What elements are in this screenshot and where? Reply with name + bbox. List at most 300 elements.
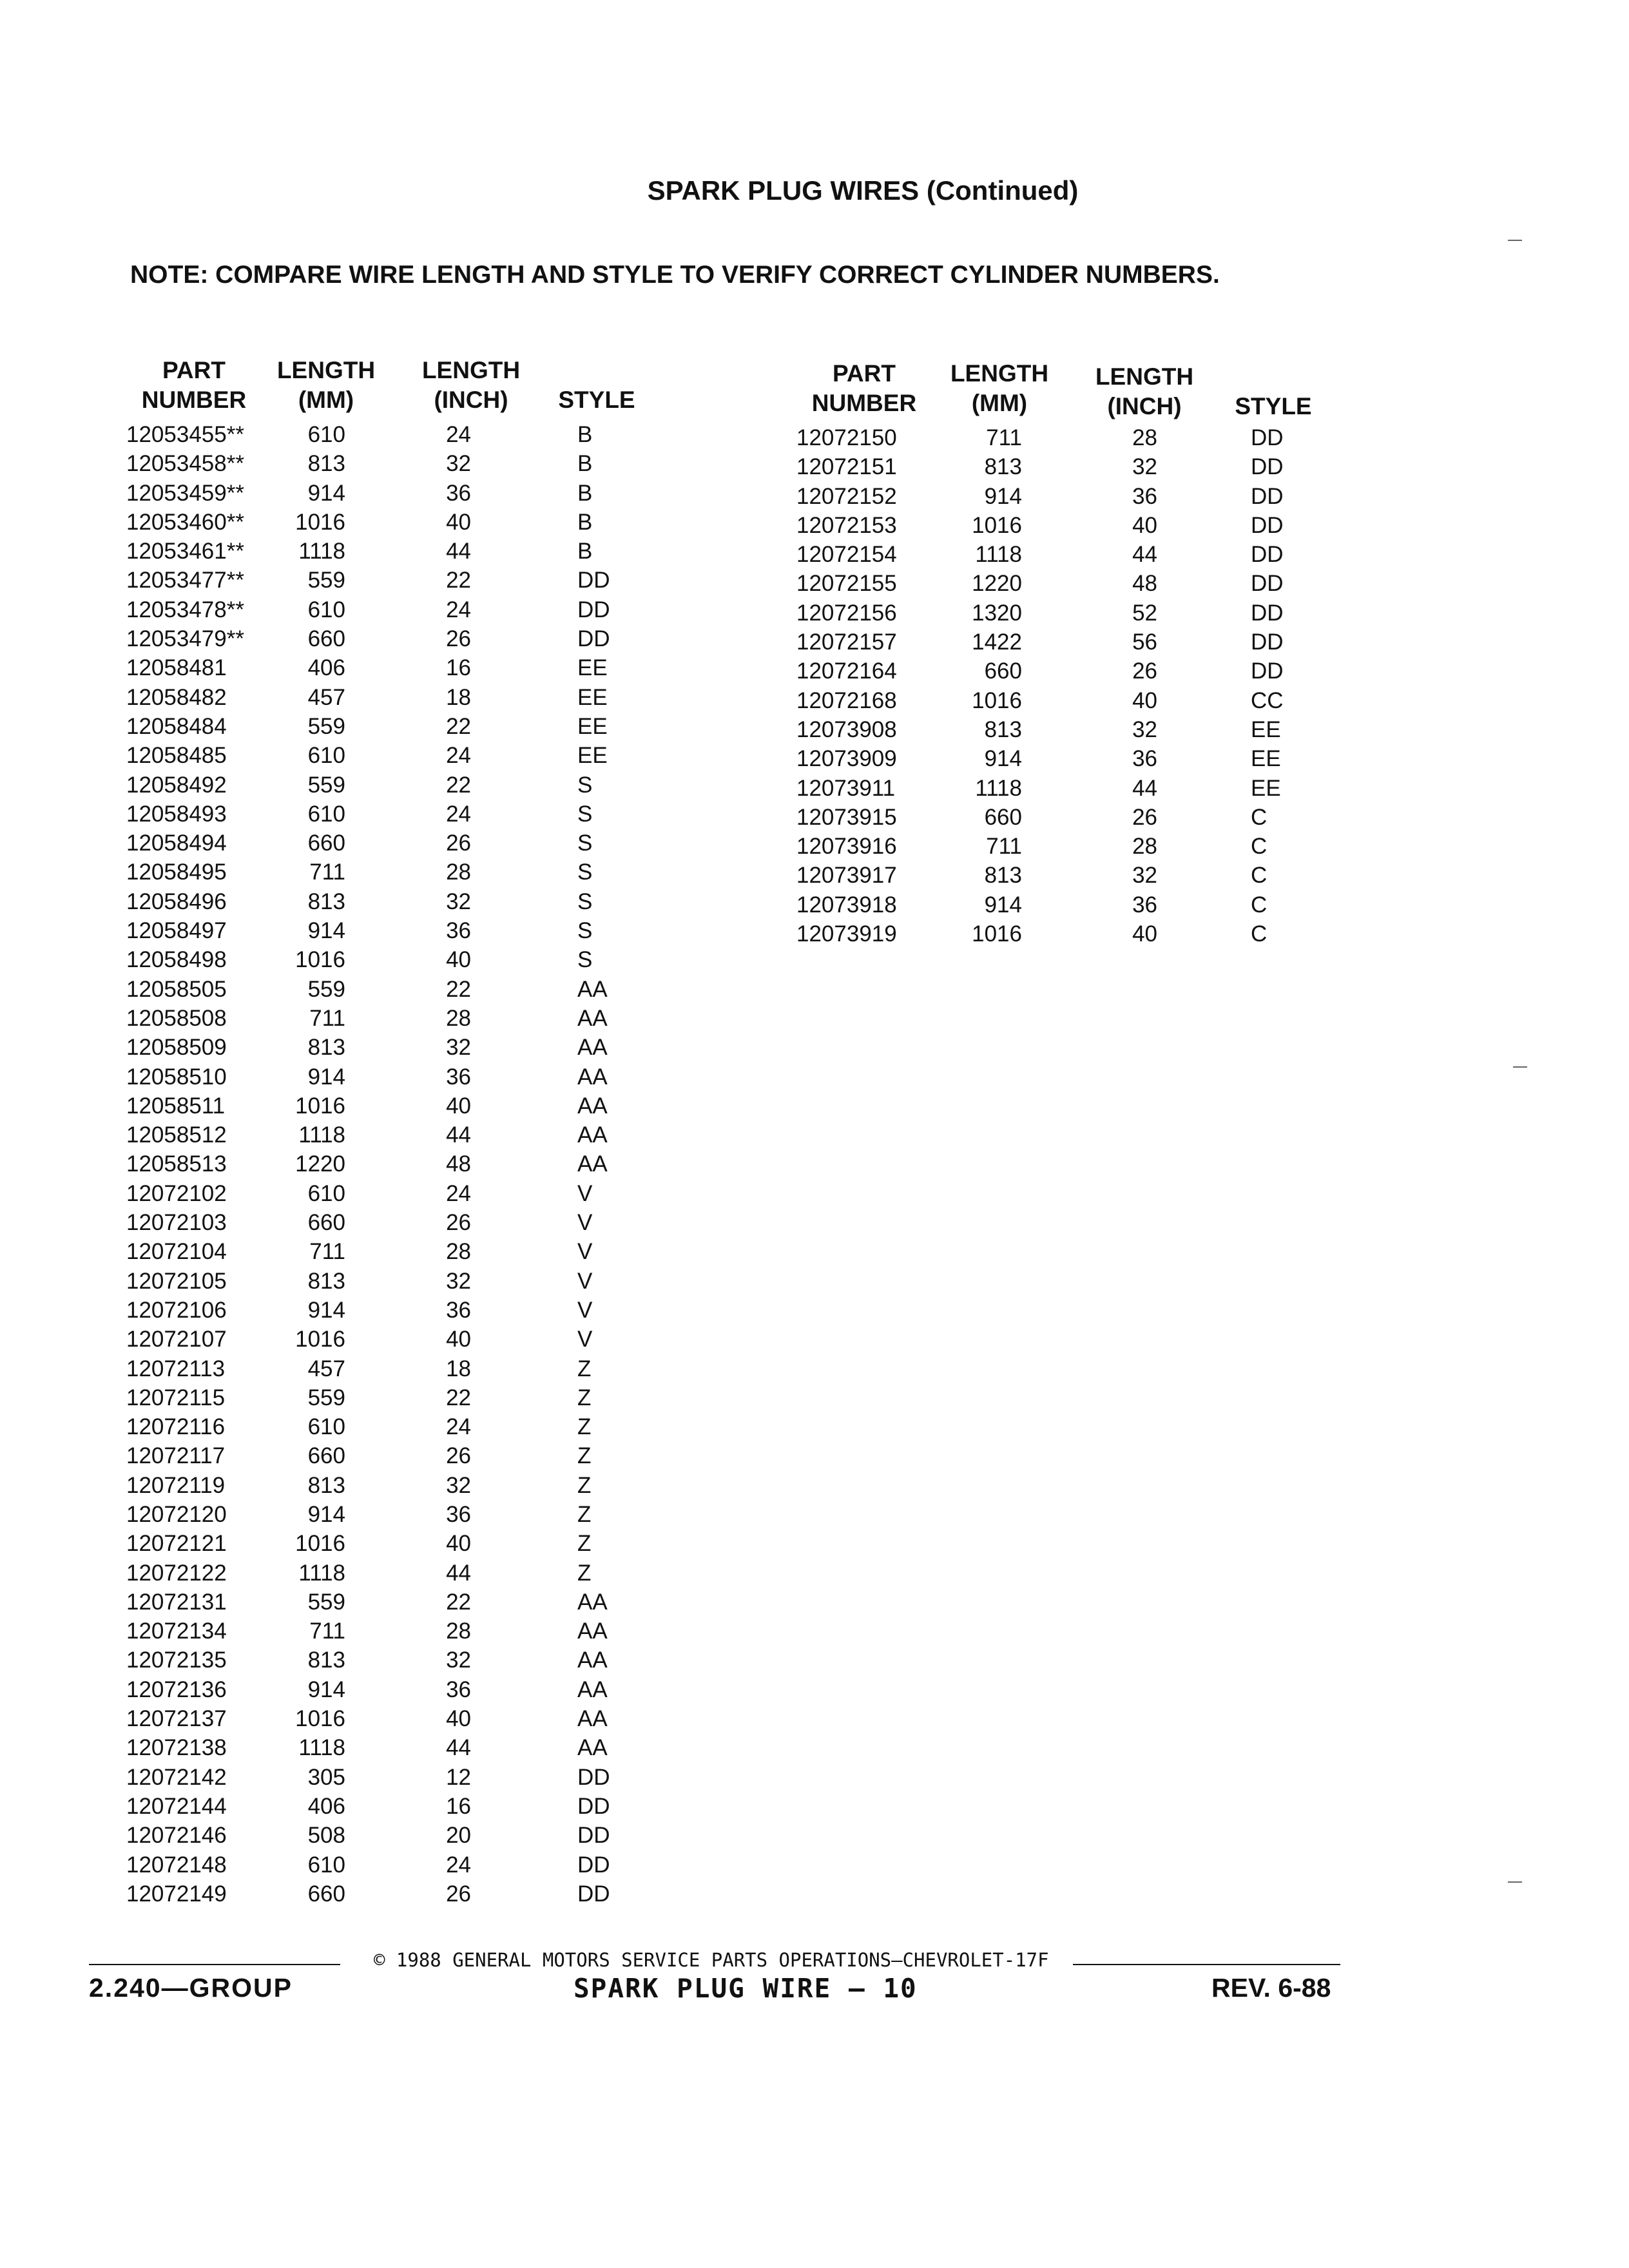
table-row: [126, 1821, 661, 1850]
part-number-cell: 12073916: [796, 834, 897, 860]
length-mm-cell: 559: [307, 1589, 345, 1615]
part-number-cell: 12058497: [126, 918, 227, 944]
part-number-cell: 12058513: [126, 1151, 227, 1177]
table-row: [126, 1646, 661, 1675]
footer-rule-left: [89, 1964, 340, 1965]
part-number-cell: 12072119: [126, 1472, 226, 1498]
part-number-cell: 12073917: [796, 863, 897, 889]
part-number-cell: 12072136: [126, 1677, 227, 1702]
part-number-cell: 12058484: [126, 713, 227, 739]
length-inch-cell: 44: [446, 539, 471, 564]
length-mm-cell: 1118: [298, 539, 345, 564]
part-number-cell: 12058493: [126, 801, 227, 827]
part-number-cell: 12058498: [126, 947, 227, 973]
table-row: [126, 1208, 661, 1237]
part-number-cell: 12072116: [126, 1414, 226, 1440]
length-mm-cell: 1118: [298, 1735, 345, 1761]
length-mm-cell: 1016: [295, 509, 345, 535]
part-number-cell: 12072164: [796, 658, 897, 684]
table-row: [126, 858, 661, 887]
table-header: [126, 356, 661, 420]
length-inch-cell: 22: [446, 976, 471, 1002]
header-inch-line1: LENGTH: [421, 357, 521, 383]
part-number-cell: 12072153: [796, 512, 897, 538]
table-row: [126, 595, 661, 624]
length-inch-cell: 28: [446, 1619, 471, 1644]
length-mm-cell: 914: [307, 1677, 345, 1702]
style-cell: S: [577, 772, 593, 798]
part-number-cell: 12053458**: [126, 451, 244, 477]
length-mm-cell: 610: [307, 1180, 345, 1206]
margin-tick: [1508, 240, 1522, 241]
part-number-cell: 12073909: [796, 746, 897, 772]
part-number-cell: 12072155: [796, 571, 897, 597]
length-inch-cell: 28: [1132, 425, 1157, 450]
part-number-cell: 12053459**: [126, 480, 244, 506]
table-row: [126, 829, 661, 858]
length-inch-cell: 44: [446, 1122, 471, 1148]
table-body: [796, 423, 1331, 948]
part-number-cell: 12058511: [126, 1093, 226, 1119]
margin-tick: [1513, 1066, 1527, 1068]
length-inch-cell: 36: [1132, 892, 1157, 918]
part-number-cell: 12072106: [126, 1297, 227, 1323]
table-row: [126, 1296, 661, 1325]
length-inch-cell: 12: [446, 1764, 471, 1790]
header-part-line1: PART: [162, 357, 226, 383]
length-mm-cell: 1320: [972, 600, 1022, 626]
length-mm-cell: 305: [307, 1764, 345, 1790]
style-cell: DD: [1251, 425, 1284, 450]
table-body: [126, 420, 661, 1908]
part-number-cell: 12073911: [796, 775, 896, 801]
length-inch-cell: 36: [446, 918, 471, 944]
length-inch-cell: 24: [446, 1414, 471, 1440]
length-inch-cell: 32: [1132, 863, 1157, 889]
part-number-cell: 12053461**: [126, 539, 244, 564]
table-row: [126, 1733, 661, 1762]
part-number-cell: 12053479**: [126, 626, 244, 652]
part-number-cell: 12072122: [126, 1560, 227, 1586]
length-mm-cell: 813: [984, 863, 1022, 889]
margin-tick: [1508, 1881, 1522, 1883]
length-inch-cell: 40: [446, 1093, 471, 1119]
length-inch-cell: 18: [446, 1356, 471, 1381]
part-number-cell: 12072142: [126, 1764, 227, 1790]
length-inch-cell: 28: [1132, 834, 1157, 860]
part-number-cell: 12072152: [796, 483, 897, 509]
style-cell: C: [1251, 804, 1268, 830]
length-mm-cell: 610: [307, 1852, 345, 1878]
length-inch-cell: 24: [446, 422, 471, 447]
header-part-line1: PART: [833, 360, 896, 387]
length-inch-cell: 28: [446, 1239, 471, 1265]
length-inch-cell: 32: [446, 889, 471, 914]
style-cell: DD: [577, 1793, 610, 1819]
part-number-cell: 12072156: [796, 600, 897, 626]
length-mm-cell: 406: [307, 655, 345, 681]
part-number-cell: 12072149: [126, 1881, 227, 1907]
table-row: [126, 1850, 661, 1879]
part-number-cell: 12072154: [796, 542, 897, 568]
part-number-cell: 12072104: [126, 1239, 227, 1265]
length-inch-cell: 16: [446, 1793, 471, 1819]
length-inch-cell: 22: [446, 772, 471, 798]
header-part: [126, 356, 262, 415]
style-cell: V: [577, 1239, 593, 1265]
table-row: [126, 508, 661, 537]
length-inch-cell: 52: [1132, 600, 1157, 626]
length-inch-cell: 32: [1132, 454, 1157, 480]
table-row: [126, 479, 661, 508]
length-mm-cell: 914: [307, 1064, 345, 1090]
length-inch-cell: 44: [1132, 542, 1157, 568]
length-inch-cell: 36: [446, 1297, 471, 1323]
table-row: [796, 803, 1331, 832]
length-inch-cell: 22: [446, 1589, 471, 1615]
table-row: [126, 1237, 661, 1266]
length-inch-cell: 20: [446, 1823, 471, 1849]
style-cell: DD: [577, 1764, 610, 1790]
table-row: [126, 916, 661, 945]
length-inch-cell: 28: [446, 1005, 471, 1031]
style-cell: V: [577, 1327, 593, 1352]
style-cell: AA: [577, 1619, 608, 1644]
part-number-cell: 12053455**: [126, 422, 244, 447]
style-cell: DD: [577, 568, 610, 593]
table-row: [126, 741, 661, 770]
length-inch-cell: 16: [446, 655, 471, 681]
style-cell: C: [1251, 892, 1268, 918]
style-cell: V: [577, 1297, 593, 1323]
table-row: [126, 1588, 661, 1617]
length-mm-cell: 1220: [972, 571, 1022, 597]
length-mm-cell: 508: [307, 1823, 345, 1849]
table-row: [796, 423, 1331, 452]
part-number-cell: 12058496: [126, 889, 227, 914]
header-inch: [1083, 362, 1206, 421]
table-row: [126, 1441, 661, 1470]
table-row: [796, 744, 1331, 773]
length-mm-cell: 711: [986, 425, 1022, 450]
length-inch-cell: 40: [446, 947, 471, 973]
style-cell: EE: [577, 655, 608, 681]
style-cell: Z: [577, 1501, 592, 1527]
part-number-cell: 12072150: [796, 425, 897, 450]
length-mm-cell: 1016: [295, 1706, 345, 1732]
style-cell: DD: [1251, 454, 1284, 480]
table-row: [796, 452, 1331, 481]
length-inch-cell: 24: [446, 801, 471, 827]
footer-group: 2.240—GROUP: [89, 1973, 293, 2003]
length-mm-cell: 914: [984, 892, 1022, 918]
length-inch-cell: 22: [446, 568, 471, 593]
part-number-cell: 12072138: [126, 1735, 227, 1761]
length-mm-cell: 406: [307, 1793, 345, 1819]
length-mm-cell: 660: [307, 1881, 345, 1907]
style-cell: S: [577, 947, 593, 973]
length-inch-cell: 36: [446, 1677, 471, 1702]
length-mm-cell: 1016: [295, 1327, 345, 1352]
table-row: [126, 1559, 661, 1588]
table-row: [126, 1091, 661, 1120]
style-cell: Z: [577, 1385, 592, 1410]
style-cell: DD: [1251, 483, 1284, 509]
header-style: [1222, 392, 1325, 421]
length-inch-cell: 36: [1132, 746, 1157, 772]
table-row: [126, 1763, 661, 1792]
length-mm-cell: 457: [307, 1356, 345, 1381]
part-number-cell: 12072121: [126, 1531, 227, 1557]
part-number-cell: 12058492: [126, 772, 227, 798]
length-mm-cell: 1016: [972, 687, 1022, 713]
part-number-cell: 12058485: [126, 743, 227, 769]
part-number-cell: 12072117: [126, 1443, 226, 1469]
part-number-cell: 12058505: [126, 976, 227, 1002]
length-inch-cell: 44: [446, 1560, 471, 1586]
part-number-cell: 12072102: [126, 1180, 227, 1206]
part-number-cell: 12072146: [126, 1823, 227, 1849]
part-number-cell: 12072113: [126, 1356, 226, 1381]
part-number-cell: 12053478**: [126, 597, 244, 622]
length-mm-cell: 1016: [295, 947, 345, 973]
length-mm-cell: 660: [307, 1210, 345, 1236]
length-mm-cell: 914: [984, 483, 1022, 509]
style-cell: B: [577, 451, 593, 477]
length-mm-cell: 914: [984, 746, 1022, 772]
length-inch-cell: 32: [1132, 716, 1157, 742]
length-mm-cell: 813: [307, 1268, 345, 1294]
part-number-cell: 12058512: [126, 1122, 227, 1148]
part-number-cell: 12073918: [796, 892, 897, 918]
header-part: [796, 359, 932, 418]
table-row: [796, 715, 1331, 744]
style-cell: S: [577, 831, 593, 856]
length-inch-cell: 28: [446, 860, 471, 885]
footer-revision: REV. 6-88: [1211, 1973, 1331, 2003]
part-number-cell: 12058508: [126, 1005, 227, 1031]
length-mm-cell: 1016: [972, 921, 1022, 947]
style-cell: DD: [1251, 512, 1284, 538]
length-inch-cell: 26: [446, 626, 471, 652]
length-inch-cell: 40: [446, 1706, 471, 1732]
part-number-cell: 12072131: [126, 1589, 227, 1615]
length-inch-cell: 40: [1132, 512, 1157, 538]
length-inch-cell: 32: [446, 1648, 471, 1673]
style-cell: AA: [577, 1648, 608, 1673]
table-row: [126, 1617, 661, 1646]
header-style-label: STYLE: [1235, 393, 1312, 419]
length-mm-cell: 1118: [298, 1122, 345, 1148]
table-row: [126, 1675, 661, 1704]
length-mm-cell: 813: [307, 451, 345, 477]
part-number-cell: 12072134: [126, 1619, 227, 1644]
table-row: [126, 449, 661, 478]
header-part-line2: NUMBER: [811, 390, 917, 416]
part-number-cell: 12073919: [796, 921, 897, 947]
style-cell: AA: [577, 1151, 608, 1177]
part-number-cell: 12072135: [126, 1648, 227, 1673]
table-row: [126, 800, 661, 829]
length-inch-cell: 32: [446, 1035, 471, 1061]
part-number-cell: 12072103: [126, 1210, 227, 1236]
style-cell: EE: [577, 684, 608, 710]
table-row: [126, 1179, 661, 1208]
table-row: [126, 1792, 661, 1821]
part-number-cell: 12072151: [796, 454, 897, 480]
style-cell: AA: [577, 1706, 608, 1732]
length-mm-cell: 559: [307, 976, 345, 1002]
length-inch-cell: 40: [446, 1531, 471, 1557]
length-mm-cell: 914: [307, 918, 345, 944]
part-number-cell: 12072168: [796, 687, 897, 713]
length-inch-cell: 24: [446, 597, 471, 622]
style-cell: DD: [577, 597, 610, 622]
table-row: [126, 566, 661, 595]
length-mm-cell: 1118: [298, 1560, 345, 1586]
length-inch-cell: 56: [1132, 629, 1157, 655]
length-mm-cell: 813: [307, 889, 345, 914]
part-number-cell: 12072115: [126, 1385, 226, 1410]
parts-table-left: [126, 356, 661, 1908]
style-cell: AA: [577, 1035, 608, 1061]
style-cell: S: [577, 860, 593, 885]
length-inch-cell: 40: [1132, 687, 1157, 713]
style-cell: Z: [577, 1356, 592, 1381]
length-mm-cell: 813: [984, 716, 1022, 742]
length-mm-cell: 1016: [295, 1531, 345, 1557]
length-mm-cell: 559: [307, 568, 345, 593]
table-row: [126, 1471, 661, 1500]
header-mm-line1: LENGTH: [950, 360, 1049, 387]
length-mm-cell: 914: [307, 480, 345, 506]
style-cell: EE: [1251, 716, 1281, 742]
length-mm-cell: 711: [309, 1619, 345, 1644]
part-number-cell: 12058482: [126, 684, 227, 710]
length-mm-cell: 660: [307, 626, 345, 652]
length-inch-cell: 26: [446, 1210, 471, 1236]
table-row: [126, 1704, 661, 1733]
length-inch-cell: 36: [446, 480, 471, 506]
part-number-cell: 12058509: [126, 1035, 227, 1061]
table-header: [796, 359, 1331, 423]
table-row: [126, 712, 661, 741]
length-mm-cell: 559: [307, 713, 345, 739]
parts-table-right: [796, 359, 1331, 948]
length-mm-cell: 813: [307, 1035, 345, 1061]
length-inch-cell: 40: [446, 1327, 471, 1352]
style-cell: Z: [577, 1531, 592, 1557]
length-mm-cell: 610: [307, 422, 345, 447]
part-number-cell: 12058481: [126, 655, 227, 681]
length-inch-cell: 18: [446, 684, 471, 710]
style-cell: Z: [577, 1414, 592, 1440]
footer-rule-right: [1073, 1964, 1340, 1965]
page-title: SPARK PLUG WIRES (Continued): [647, 175, 1079, 206]
length-inch-cell: 44: [1132, 775, 1157, 801]
length-mm-cell: 711: [309, 1239, 345, 1265]
part-number-cell: 12053477**: [126, 568, 244, 593]
style-cell: DD: [1251, 658, 1284, 684]
table-row: [796, 774, 1331, 803]
header-style: [545, 385, 648, 415]
style-cell: DD: [577, 1852, 610, 1878]
table-row: [126, 537, 661, 566]
table-row: [126, 1383, 661, 1412]
table-row: [126, 1412, 661, 1441]
header-mm-line2: (MM): [298, 387, 354, 413]
style-cell: EE: [1251, 775, 1281, 801]
length-mm-cell: 610: [307, 1414, 345, 1440]
table-row: [796, 919, 1331, 948]
length-inch-cell: 48: [446, 1151, 471, 1177]
length-mm-cell: 660: [307, 831, 345, 856]
table-row: [126, 1267, 661, 1296]
style-cell: DD: [1251, 629, 1284, 655]
table-row: [796, 861, 1331, 890]
length-mm-cell: 1118: [975, 775, 1022, 801]
length-mm-cell: 1422: [972, 629, 1022, 655]
style-cell: S: [577, 918, 593, 944]
table-row: [126, 887, 661, 916]
part-number-cell: 12072148: [126, 1852, 227, 1878]
table-row: [126, 1004, 661, 1033]
length-mm-cell: 610: [307, 743, 345, 769]
header-style-label: STYLE: [558, 387, 635, 413]
style-cell: AA: [577, 1589, 608, 1615]
table-row: [796, 599, 1331, 628]
length-mm-cell: 1016: [972, 512, 1022, 538]
length-inch-cell: 36: [1132, 483, 1157, 509]
style-cell: B: [577, 480, 593, 506]
header-mm-line1: LENGTH: [276, 357, 376, 383]
header-inch-line2: (INCH): [1107, 393, 1182, 419]
style-cell: C: [1251, 921, 1268, 947]
part-number-cell: 12072144: [126, 1793, 227, 1819]
style-cell: AA: [577, 1005, 608, 1031]
style-cell: S: [577, 889, 593, 914]
length-inch-cell: 32: [446, 1472, 471, 1498]
table-row: [796, 628, 1331, 657]
length-mm-cell: 914: [307, 1501, 345, 1527]
header-inch-line2: (INCH): [434, 387, 508, 413]
part-number-cell: 12072107: [126, 1327, 227, 1352]
table-row: [126, 683, 661, 712]
table-row: [126, 420, 661, 449]
length-mm-cell: 660: [984, 658, 1022, 684]
length-inch-cell: 26: [446, 1443, 471, 1469]
style-cell: AA: [577, 1122, 608, 1148]
style-cell: DD: [577, 1823, 610, 1849]
header-inch-line1: LENGTH: [1095, 363, 1194, 390]
length-inch-cell: 40: [1132, 921, 1157, 947]
table-row: [796, 832, 1331, 861]
length-mm-cell: 813: [984, 454, 1022, 480]
length-inch-cell: 26: [446, 1881, 471, 1907]
length-inch-cell: 36: [446, 1501, 471, 1527]
table-row: [796, 540, 1331, 569]
length-inch-cell: 48: [1132, 571, 1157, 597]
style-cell: AA: [577, 976, 608, 1002]
header-mm: [265, 356, 387, 415]
table-row: [126, 624, 661, 653]
table-row: [796, 482, 1331, 511]
table-row: [796, 511, 1331, 540]
table-row: [126, 1529, 661, 1558]
style-cell: DD: [1251, 600, 1284, 626]
length-mm-cell: 1118: [975, 542, 1022, 568]
style-cell: EE: [1251, 746, 1281, 772]
